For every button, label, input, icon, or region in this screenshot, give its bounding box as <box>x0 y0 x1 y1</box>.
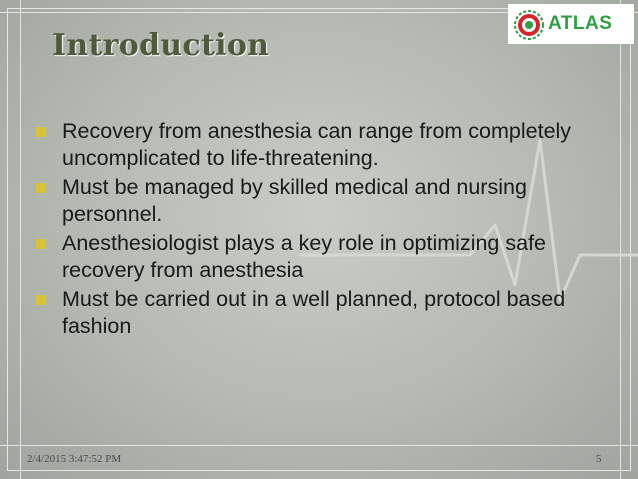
footer-page-number: 5 <box>596 453 602 465</box>
square-bullet-icon <box>36 295 46 305</box>
square-bullet-icon <box>36 239 46 249</box>
square-bullet-icon <box>36 183 46 193</box>
bullet-text: Must be managed by skilled medical and nursing personnel. <box>62 175 527 226</box>
bullet-item <box>30 230 620 284</box>
bullet-text: Recovery from anesthesia can range from completely uncomplicated to life-threatening. <box>62 119 572 170</box>
bullet-list <box>30 118 620 342</box>
bullet-item <box>30 286 620 340</box>
atlas-logo-text: ATLAS <box>548 13 613 34</box>
footer-date: 2/4/2015 3:47:52 PM <box>27 453 122 465</box>
atlas-logo <box>508 4 634 44</box>
bullet-item <box>30 118 620 172</box>
bullet-text: Must be carried out in a well planned, protocol based fashion <box>62 287 566 338</box>
bullet-item <box>30 174 620 228</box>
atlas-logo-icon <box>512 8 546 42</box>
square-bullet-icon <box>36 127 46 137</box>
bullet-text: Anesthesiologist plays a key role in optimizing safe recovery from anesthesia <box>62 231 547 282</box>
slide-title: Introduction <box>52 28 270 63</box>
